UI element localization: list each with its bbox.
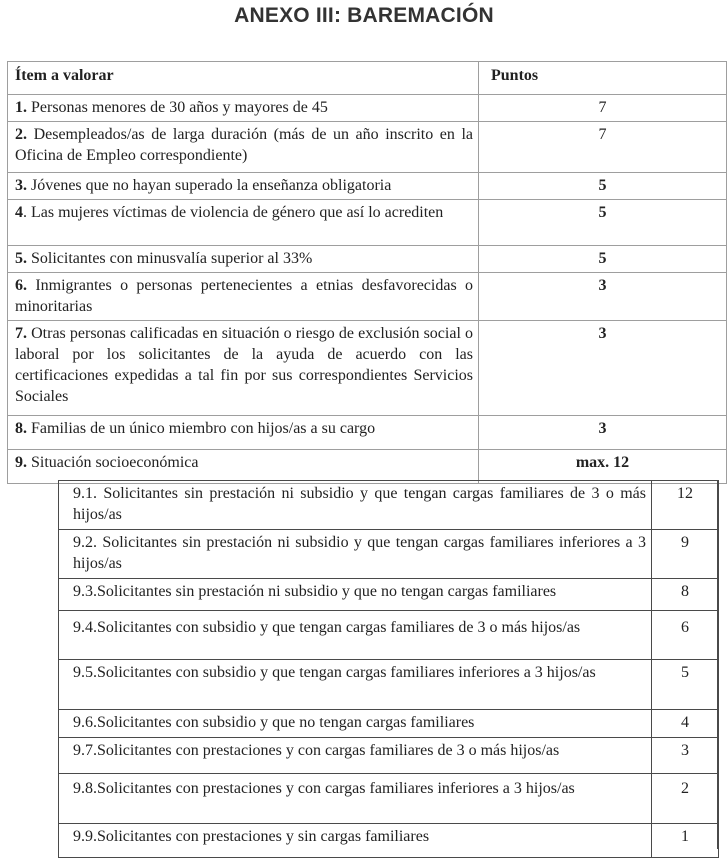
header-points: Puntos: [479, 62, 727, 95]
subtable-row: [59, 824, 719, 858]
row-description: Situación socioeconómica: [27, 454, 199, 471]
row-description: Familias de un único miembro con hijos/as a su cargo: [27, 420, 376, 437]
row-points: 7: [479, 95, 727, 122]
table-row: [8, 273, 727, 321]
socioeconomic-subtable: [58, 480, 719, 858]
subrow-text: 9.3.Solicitantes sin prestación ni subsidio y que no tengan cargas familiares: [59, 579, 652, 611]
subrow-text: 9.7.Solicitantes con prestaciones y con cargas familiares de 3 o más hijos/as: [59, 738, 652, 774]
table-row: [8, 173, 727, 200]
row-text: [8, 173, 479, 200]
row-description: Solicitantes con minusvalía superior al 33%: [27, 250, 313, 267]
subtable-outer-right-border: [717, 480, 718, 849]
table-row: [8, 450, 727, 484]
row-points: 5: [479, 200, 727, 246]
row-points: 3: [479, 416, 727, 450]
row-number: 9.: [15, 454, 27, 471]
subtable-row: [59, 774, 719, 824]
row-points: 3: [479, 273, 727, 321]
row-number: 7.: [15, 325, 27, 342]
row-text: [8, 416, 479, 450]
subrow-text: 9.9.Solicitantes con prestaciones y sin cargas familiares: [59, 824, 652, 858]
row-points: 5: [479, 246, 727, 273]
row-description: Desempleados/as de larga duración (más de un año inscrito en la Oficina de Empleo correspondiente): [15, 126, 473, 164]
row-points: max. 12: [479, 450, 727, 484]
subrow-points: 1: [652, 824, 719, 858]
subrow-points: 2: [652, 774, 719, 824]
row-number: 3.: [15, 177, 27, 194]
baremo-table: [7, 61, 727, 484]
row-text: [8, 95, 479, 122]
row-description: Personas menores de 30 años y mayores de 45: [27, 99, 328, 116]
row-text: [8, 200, 479, 246]
subrow-text: 9.6.Solicitantes con subsidio y que no tengan cargas familiares: [59, 710, 652, 738]
row-description: Jóvenes que no hayan superado la enseñanza obligatoria: [27, 177, 392, 194]
subtable-row: [59, 481, 719, 530]
row-points: 3: [479, 321, 727, 416]
subrow-points: 4: [652, 710, 719, 738]
row-number: 1.: [15, 99, 27, 116]
row-number: 4: [15, 204, 23, 221]
row-description: Otras personas calificadas en situación o riesgo de exclusión social o laboral por los solicitantes de la ayuda de acuerdo con las certificaciones expedidas a tal fin por sus correspondientes Servicios Sociales: [15, 325, 473, 405]
subrow-text: 9.5.Solicitantes con subsidio y que tengan cargas familiares inferiores a 3 hijos/as: [59, 660, 652, 710]
subrow-text: 9.8.Solicitantes con prestaciones y con cargas familiares inferiores a 3 hijos/as: [59, 774, 652, 824]
table-row: [8, 416, 727, 450]
subrow-points: 5: [652, 660, 719, 710]
subrow-points: 6: [652, 611, 719, 660]
subrow-text: 9.2. Solicitantes sin prestación ni subsidio y que tengan cargas familiares inferiores a 3 hijos/as: [59, 530, 652, 579]
row-number: 2.: [15, 126, 27, 143]
subtable-row: [59, 738, 719, 774]
row-text: [8, 273, 479, 321]
subtable-row: [59, 710, 719, 738]
table-header-row: [8, 62, 727, 95]
row-text: [8, 122, 479, 173]
subtable-row: [59, 660, 719, 710]
subtable-row: [59, 530, 719, 579]
row-text: [8, 450, 479, 484]
page-title: ANEXO III: BAREMACIÓN: [234, 4, 494, 27]
row-text: [8, 321, 479, 416]
subrow-text: 9.1. Solicitantes sin prestación ni subsidio y que tengan cargas familiares de 3 o más hijos/as: [59, 481, 652, 530]
row-points: 5: [479, 173, 727, 200]
subrow-points: 8: [652, 579, 719, 611]
header-item: Ítem a valorar: [8, 62, 479, 95]
table-row: [8, 321, 727, 416]
table-row: [8, 246, 727, 273]
row-description: Inmigrantes o personas pertenecientes a etnias desfavorecidas o minoritarias: [15, 277, 473, 315]
subtable-row: [59, 611, 719, 660]
table-row: [8, 95, 727, 122]
subtable-row: [59, 579, 719, 611]
subrow-points: 12: [652, 481, 719, 530]
table-row: [8, 200, 727, 246]
row-description: . Las mujeres víctimas de violencia de género que así lo acrediten: [23, 204, 444, 221]
row-number: 8.: [15, 420, 27, 437]
subrow-points: 3: [652, 738, 719, 774]
table-row: [8, 122, 727, 173]
subrow-text: 9.4.Solicitantes con subsidio y que tengan cargas familiares de 3 o más hijos/as: [59, 611, 652, 660]
row-number: 6.: [15, 277, 27, 294]
row-text: [8, 246, 479, 273]
subrow-points: 9: [652, 530, 719, 579]
row-points: 7: [479, 122, 727, 173]
row-number: 5.: [15, 250, 27, 267]
